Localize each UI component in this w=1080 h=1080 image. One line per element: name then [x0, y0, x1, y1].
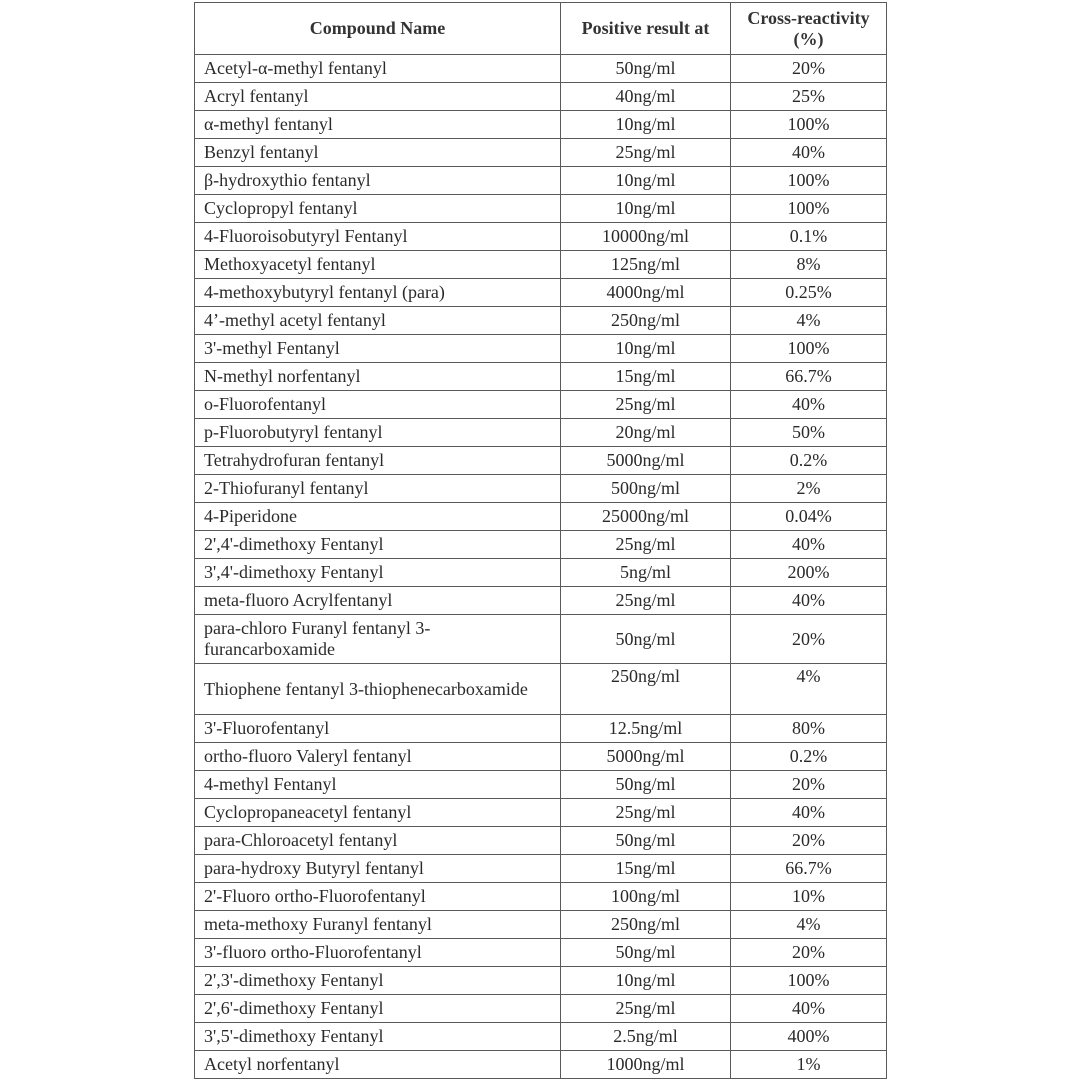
- cross-reactivity-cell: 50%: [731, 419, 887, 447]
- cross-reactivity-cell: 0.04%: [731, 503, 887, 531]
- positive-result-cell: 250ng/ml: [561, 307, 731, 335]
- positive-result-cell: 10000ng/ml: [561, 223, 731, 251]
- positive-result-cell: 10ng/ml: [561, 967, 731, 995]
- table-row: [195, 855, 887, 883]
- compound-name-cell: 3',5'-dimethoxy Fentanyl: [195, 1023, 561, 1051]
- compound-name-cell: Thiophene fentanyl 3-thiophenecarboxamide: [195, 664, 561, 715]
- compound-name-header: Compound Name: [195, 3, 561, 55]
- table-row: [195, 799, 887, 827]
- positive-result-cell: 50ng/ml: [561, 939, 731, 967]
- compound-name-cell: Methoxyacetyl fentanyl: [195, 251, 561, 279]
- table-row: [195, 195, 887, 223]
- table-row: [195, 664, 887, 715]
- cross-reactivity-cell: 1%: [731, 1051, 887, 1079]
- positive-result-cell: 10ng/ml: [561, 167, 731, 195]
- compound-name-cell: Tetrahydrofuran fentanyl: [195, 447, 561, 475]
- cross-reactivity-cell: 40%: [731, 531, 887, 559]
- positive-result-cell: 2.5ng/ml: [561, 1023, 731, 1051]
- compound-name-cell: 4’-methyl acetyl fentanyl: [195, 307, 561, 335]
- cross-reactivity-cell: 2%: [731, 475, 887, 503]
- table-row: [195, 827, 887, 855]
- table-row: [195, 279, 887, 307]
- compound-name-cell: Benzyl fentanyl: [195, 139, 561, 167]
- compound-name-cell: 4-methoxybutyryl fentanyl (para): [195, 279, 561, 307]
- table-row: [195, 391, 887, 419]
- cross-reactivity-cell: 0.2%: [731, 743, 887, 771]
- cross-reactivity-cell: 0.25%: [731, 279, 887, 307]
- compound-name-cell: 2'-Fluoro ortho-Fluorofentanyl: [195, 883, 561, 911]
- positive-result-cell: 10ng/ml: [561, 335, 731, 363]
- header-row: [195, 3, 887, 55]
- cross-reactivity-cell: 40%: [731, 995, 887, 1023]
- compound-name-cell: o-Fluorofentanyl: [195, 391, 561, 419]
- positive-result-cell: 50ng/ml: [561, 827, 731, 855]
- compound-name-cell: meta-fluoro Acrylfentanyl: [195, 587, 561, 615]
- positive-result-cell: 5000ng/ml: [561, 743, 731, 771]
- cross-reactivity-cell: 20%: [731, 771, 887, 799]
- table-row: [195, 939, 887, 967]
- table-row: [195, 771, 887, 799]
- compound-name-cell: para-chloro Furanyl fentanyl 3-furancarboxamide: [195, 615, 561, 664]
- cross-reactivity-cell: 66.7%: [731, 855, 887, 883]
- table-row: [195, 503, 887, 531]
- compound-name-cell: 3'-fluoro ortho-Fluorofentanyl: [195, 939, 561, 967]
- cross-reactivity-cell: 4%: [731, 664, 887, 715]
- cross-reactivity-cell: 20%: [731, 827, 887, 855]
- cross-reactivity-cell: 40%: [731, 139, 887, 167]
- cross-reactivity-cell: 66.7%: [731, 363, 887, 391]
- positive-result-cell: 25ng/ml: [561, 995, 731, 1023]
- table-row: [195, 111, 887, 139]
- positive-result-cell: 20ng/ml: [561, 419, 731, 447]
- compound-name-cell: ortho-fluoro Valeryl fentanyl: [195, 743, 561, 771]
- compound-name-cell: Cyclopropyl fentanyl: [195, 195, 561, 223]
- compound-name-cell: para-hydroxy Butyryl fentanyl: [195, 855, 561, 883]
- compound-name-cell: 2',3'-dimethoxy Fentanyl: [195, 967, 561, 995]
- table-row: [195, 743, 887, 771]
- table-row: [195, 587, 887, 615]
- compound-name-cell: 4-Piperidone: [195, 503, 561, 531]
- table-row: [195, 363, 887, 391]
- cross-reactivity-cell: 40%: [731, 391, 887, 419]
- cross-reactivity-cell: 8%: [731, 251, 887, 279]
- positive-result-cell: 10ng/ml: [561, 195, 731, 223]
- table-row: [195, 167, 887, 195]
- positive-result-cell: 25ng/ml: [561, 139, 731, 167]
- positive-result-cell: 1000ng/ml: [561, 1051, 731, 1079]
- compound-name-cell: meta-methoxy Furanyl fentanyl: [195, 911, 561, 939]
- positive-result-cell: 100ng/ml: [561, 883, 731, 911]
- positive-result-cell: 50ng/ml: [561, 55, 731, 83]
- table-row: [195, 967, 887, 995]
- compound-name-cell: 2-Thiofuranyl fentanyl: [195, 475, 561, 503]
- table-row: [195, 223, 887, 251]
- cross-reactivity-table: [194, 2, 887, 1079]
- compound-name-cell: p-Fluorobutyryl fentanyl: [195, 419, 561, 447]
- cross-reactivity-cell: 0.1%: [731, 223, 887, 251]
- positive-result-cell: 250ng/ml: [561, 664, 731, 715]
- compound-name-cell: 2',6'-dimethoxy Fentanyl: [195, 995, 561, 1023]
- cross-reactivity-cell: 20%: [731, 939, 887, 967]
- cross-reactivity-cell: 20%: [731, 615, 887, 664]
- compound-name-cell: 3'-methyl Fentanyl: [195, 335, 561, 363]
- compound-name-cell: 3',4'-dimethoxy Fentanyl: [195, 559, 561, 587]
- table-row: [195, 1023, 887, 1051]
- cross-reactivity-cell: 40%: [731, 799, 887, 827]
- table-row: [195, 883, 887, 911]
- table-row: [195, 251, 887, 279]
- cross-reactivity-cell: 25%: [731, 83, 887, 111]
- compound-name-cell: β-hydroxythio fentanyl: [195, 167, 561, 195]
- cross-reactivity-cell: 20%: [731, 55, 887, 83]
- compound-name-cell: para-Chloroacetyl fentanyl: [195, 827, 561, 855]
- cross-reactivity-cell: 100%: [731, 111, 887, 139]
- compound-name-cell: 2',4'-dimethoxy Fentanyl: [195, 531, 561, 559]
- cross-reactivity-cell: 200%: [731, 559, 887, 587]
- positive-result-cell: 15ng/ml: [561, 855, 731, 883]
- positive-result-cell: 40ng/ml: [561, 83, 731, 111]
- positive-result-cell: 25ng/ml: [561, 531, 731, 559]
- table-row: [195, 419, 887, 447]
- table-row: [195, 55, 887, 83]
- positive-result-cell: 25ng/ml: [561, 391, 731, 419]
- table-row: [195, 911, 887, 939]
- positive-result-cell: 10ng/ml: [561, 111, 731, 139]
- table-row: [195, 475, 887, 503]
- compound-name-cell: Acetyl-α-methyl fentanyl: [195, 55, 561, 83]
- compound-name-cell: 3'-Fluorofentanyl: [195, 715, 561, 743]
- positive-result-header: Positive result at: [561, 3, 731, 55]
- compound-name-cell: Acetyl norfentanyl: [195, 1051, 561, 1079]
- compound-name-cell: Cyclopropaneacetyl fentanyl: [195, 799, 561, 827]
- cross-reactivity-cell: 100%: [731, 335, 887, 363]
- table-row: [195, 615, 887, 664]
- cross-reactivity-cell: 100%: [731, 167, 887, 195]
- positive-result-cell: 25ng/ml: [561, 799, 731, 827]
- table-row: [195, 307, 887, 335]
- table-row: [195, 1051, 887, 1079]
- cross-reactivity-cell: 40%: [731, 587, 887, 615]
- cross-reactivity-cell: 400%: [731, 1023, 887, 1051]
- cross-reactivity-cell: 4%: [731, 307, 887, 335]
- cross-reactivity-cell: 4%: [731, 911, 887, 939]
- cross-reactivity-cell: 0.2%: [731, 447, 887, 475]
- positive-result-cell: 25ng/ml: [561, 587, 731, 615]
- positive-result-cell: 5ng/ml: [561, 559, 731, 587]
- table-row: [195, 139, 887, 167]
- table-row: [195, 559, 887, 587]
- positive-result-cell: 15ng/ml: [561, 363, 731, 391]
- compound-name-cell: Acryl fentanyl: [195, 83, 561, 111]
- table-row: [195, 447, 887, 475]
- compound-name-cell: 4-Fluoroisobutyryl Fentanyl: [195, 223, 561, 251]
- cross-reactivity-cell: 10%: [731, 883, 887, 911]
- positive-result-cell: 50ng/ml: [561, 771, 731, 799]
- table-row: [195, 335, 887, 363]
- cross-reactivity-cell: 100%: [731, 967, 887, 995]
- positive-result-cell: 50ng/ml: [561, 615, 731, 664]
- table-row: [195, 995, 887, 1023]
- table-row: [195, 531, 887, 559]
- compound-name-cell: N-methyl norfentanyl: [195, 363, 561, 391]
- positive-result-cell: 500ng/ml: [561, 475, 731, 503]
- compound-name-cell: α-methyl fentanyl: [195, 111, 561, 139]
- compound-name-cell: 4-methyl Fentanyl: [195, 771, 561, 799]
- table-row: [195, 715, 887, 743]
- table-row: [195, 83, 887, 111]
- positive-result-cell: 250ng/ml: [561, 911, 731, 939]
- cross-reactivity-cell: 80%: [731, 715, 887, 743]
- positive-result-cell: 25000ng/ml: [561, 503, 731, 531]
- positive-result-cell: 5000ng/ml: [561, 447, 731, 475]
- positive-result-cell: 4000ng/ml: [561, 279, 731, 307]
- cross-reactivity-header: Cross-reactivity (%): [731, 3, 887, 55]
- positive-result-cell: 12.5ng/ml: [561, 715, 731, 743]
- positive-result-cell: 125ng/ml: [561, 251, 731, 279]
- cross-reactivity-cell: 100%: [731, 195, 887, 223]
